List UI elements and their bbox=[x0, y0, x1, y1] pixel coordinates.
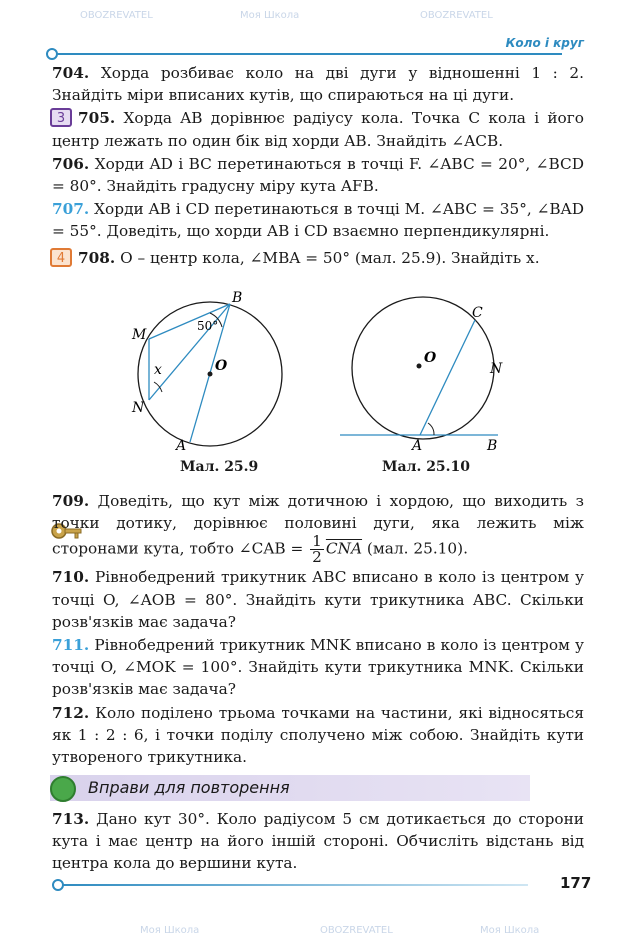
label-a: A bbox=[176, 438, 187, 454]
problem-text: Хорди AD і BC перетинаються в точці F. ∠ABC = 20°, ∠BCD = 80°. Знайдіть градусну міру кута AFB. bbox=[52, 154, 584, 196]
problem-705 bbox=[52, 107, 584, 151]
problem-712 bbox=[52, 702, 584, 769]
section-title: Коло і круг bbox=[505, 36, 584, 50]
problem-number: 708. bbox=[78, 248, 116, 267]
problem-text: O – центр кола, ∠MBA = 50° (мал. 25.9). Знайдіть x. bbox=[120, 248, 540, 267]
caption-25-10: Мал. 25.10 bbox=[382, 459, 471, 475]
difficulty-badge: 3 bbox=[50, 108, 72, 127]
header-rule bbox=[52, 53, 562, 55]
watermark: OBOZREVATEL bbox=[420, 10, 493, 21]
label-x: x bbox=[154, 362, 162, 378]
problem-text: Хорди AB і CD перетинаються в точці M. ∠ABC = 35°, ∠BAD = 55°. Доведіть, що хорди AB і CD взаємно перпендикулярні. bbox=[52, 200, 584, 241]
label-m: M bbox=[132, 327, 147, 343]
problem-text: Коло поділено трьома точками на частини, які відносяться як 1 : 2 : 6, і точки поділу сполучено між собою. Знайдіть кути утвореного трикутника. bbox=[52, 703, 584, 767]
problem-text: Хорда AB дорівнює радіусу кола. Точка C кола і його центр лежать по один бік від хорди AB. Знайдіть ∠ACB. bbox=[52, 109, 584, 150]
watermark: Моя Школа bbox=[240, 10, 300, 21]
problem-number: 706. bbox=[52, 154, 90, 173]
problem-number: 711. bbox=[52, 636, 90, 655]
center-o-25-10 bbox=[417, 364, 422, 369]
problem-number: 713. bbox=[52, 810, 90, 828]
problem-704 bbox=[52, 62, 584, 106]
problem-707 bbox=[52, 198, 584, 242]
problem-number: 705. bbox=[78, 109, 116, 128]
geometry-figures bbox=[50, 282, 590, 482]
problems-list-2 bbox=[52, 490, 584, 769]
problem-number: 707. bbox=[52, 200, 90, 219]
problem-number: 704. bbox=[52, 64, 90, 82]
label-angle-50: 50° bbox=[197, 319, 219, 333]
difficulty-badge: 4 bbox=[50, 248, 72, 267]
label-a: A bbox=[412, 438, 423, 454]
problem-text: Рівнобедрений трикутник ABC вписано в коло із центром у точці O, ∠AOB = 80°. Знайдіть кути трикутника ABC. Скільки розв'язків має задача? bbox=[52, 568, 584, 631]
problem-713 bbox=[52, 808, 584, 875]
fraction-numerator: 1 bbox=[312, 532, 322, 551]
problem-text: Хорда розбиває коло на дві дуги у відношенні 1 : 2. Знайдіть міри вписаних кутів, що спираються на ці дуги. bbox=[52, 64, 584, 105]
arc-label: $\overline{CNA}$ bbox=[325, 539, 363, 558]
label-b: B bbox=[232, 290, 243, 306]
header-bullet bbox=[46, 48, 58, 60]
angle-arc-cab bbox=[428, 423, 434, 435]
problem-text-end: (мал. 25.10). bbox=[366, 539, 468, 558]
center-o-25-9 bbox=[208, 372, 213, 377]
problem-710 bbox=[52, 566, 584, 633]
problem-706 bbox=[52, 153, 584, 197]
problem-709 bbox=[52, 490, 584, 565]
figures-area bbox=[50, 282, 590, 482]
repeat-section-title: Вправи для повторення bbox=[88, 778, 290, 797]
watermark: OBOZREVATEL bbox=[320, 925, 393, 936]
footer-rule bbox=[58, 884, 528, 886]
label-n: N bbox=[132, 400, 145, 416]
label-o: O bbox=[215, 358, 228, 374]
chord-ac bbox=[420, 320, 475, 435]
footer-bullet bbox=[52, 879, 64, 891]
watermark: OBOZREVATEL bbox=[80, 10, 153, 21]
problem-text: Доведіть, що кут між дотичною і хордою, що виходить з точки дотику, дорівнює половині дуги, яка лежить між сторонами кута, тобто ∠CAB = bbox=[52, 492, 584, 558]
fraction-denominator: 2 bbox=[312, 548, 322, 567]
fraction-one-half bbox=[310, 534, 324, 565]
problem-708 bbox=[52, 247, 584, 269]
label-b: B bbox=[487, 438, 498, 454]
watermark: Моя Школа bbox=[140, 925, 200, 936]
problem-711 bbox=[52, 634, 584, 701]
label-n: N bbox=[490, 361, 503, 377]
refresh-icon bbox=[50, 776, 76, 802]
problem-text: Дано кут 30°. Коло радіусом 5 см дотикається до сторони кута і має центр на його іншій стороні. Обчисліть відстань від центра кола до вершини кута. bbox=[52, 810, 584, 873]
label-o: O bbox=[424, 350, 437, 366]
label-c: C bbox=[472, 305, 483, 321]
problems-list bbox=[52, 62, 584, 270]
problem-text: Рівнобедрений трикутник MNK вписано в коло із центром у точці O, ∠MOK = 100°. Знайдіть кути трикутника MNK. Скільки розв'язків має задача? bbox=[52, 636, 584, 699]
problem-number: 712. bbox=[52, 703, 90, 722]
problem-number: 709. bbox=[52, 492, 90, 510]
problem-number: 710. bbox=[52, 568, 90, 587]
caption-25-9: Мал. 25.9 bbox=[180, 459, 259, 475]
page-number: 177 bbox=[560, 874, 592, 892]
watermark: Моя Школа bbox=[480, 925, 540, 936]
